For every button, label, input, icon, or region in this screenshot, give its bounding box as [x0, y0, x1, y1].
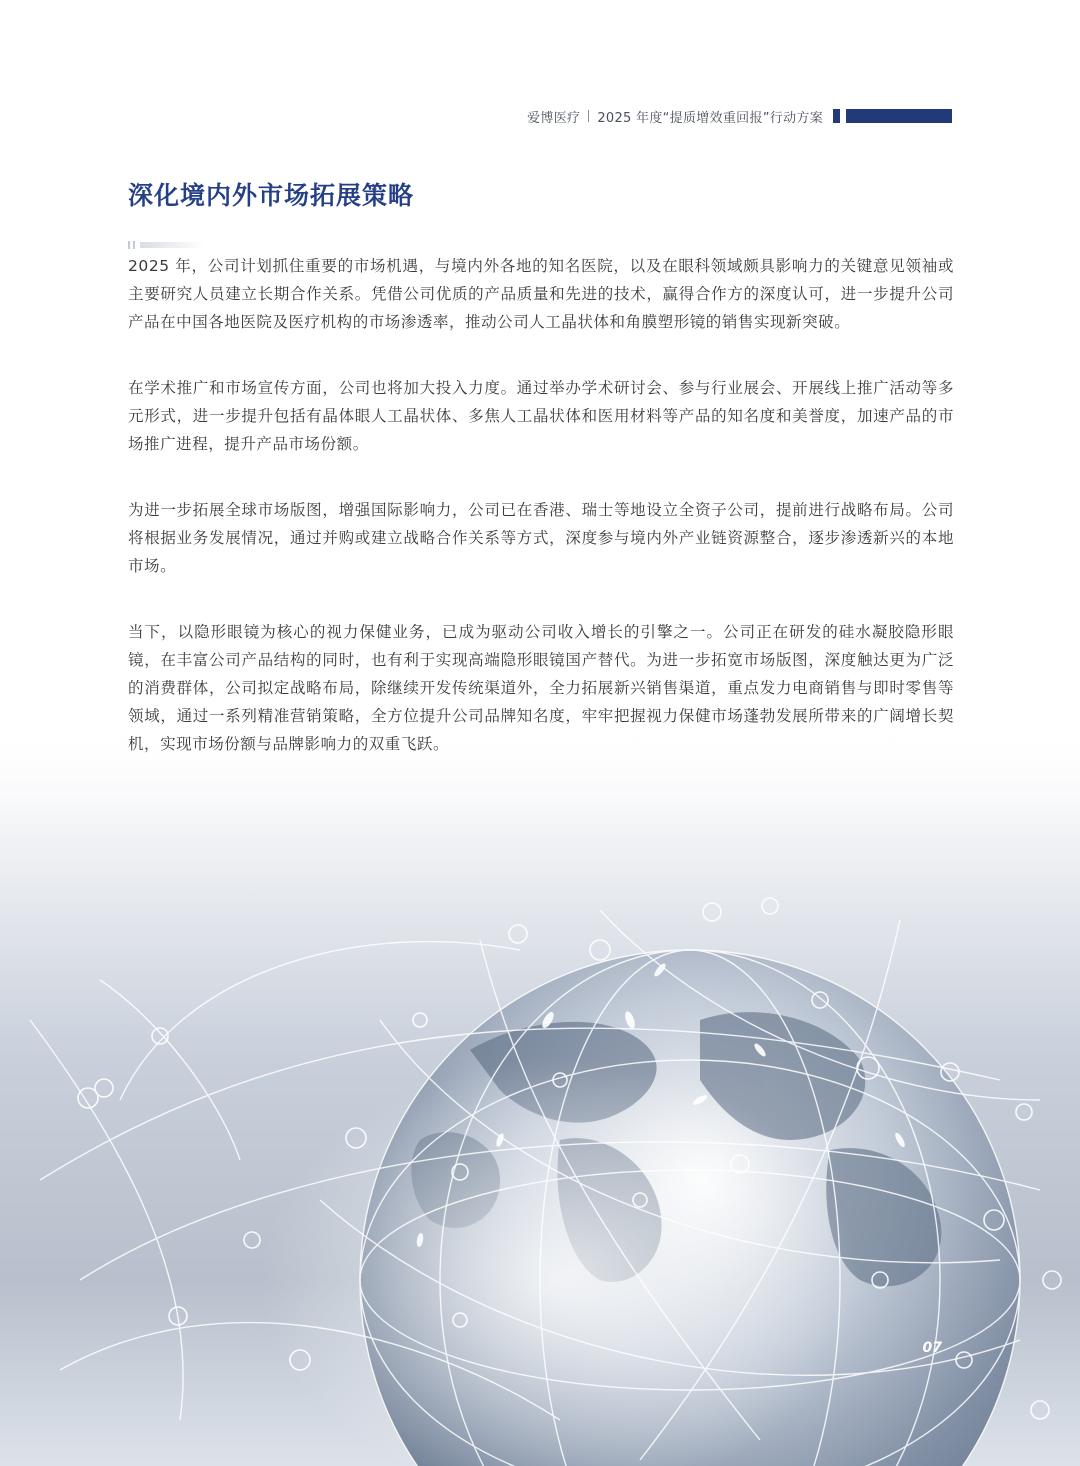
- globe-network-illustration: [0, 720, 1080, 1466]
- header-document-title: 2025 年度“提质增效重回报”行动方案: [597, 110, 823, 126]
- header-accent-bar: [846, 109, 952, 123]
- paragraph: 当下，以隐形眼镜为核心的视力保健业务，已成为驱动公司收入增长的引擎之一。公司正在研发的硅水凝胶隐形眼镜，在丰富公司产品结构的同时，也有利于实现高端隐形眼镜国产替代。为进一步拓宽市场版图，深度触达更为广泛的消费群体，公司拟定战略布局，除继续开发传统渠道外，全力拓展新兴销售渠道，重点发力电商销售与即时零售等领域，通过一系列精准营销策略，全方位提升公司品牌知名度，牢牢把握视力保健市场蓬勃发展所带来的广阔增长契机，实现市场份额与品牌影响力的双重飞跃。: [128, 623, 954, 753]
- paragraph: 2025 年，公司计划抓住重要的市场机遇，与境内外各地的知名医院，以及在眼科领域颇具影响力的关键意见领袖或主要研究人员建立长期合作关系。凭借公司优质的产品质量和先进的技术，赢得合作方的深度认可，进一步提升公司产品在中国各地医院及医疗机构的市场渗透率，推动公司人工晶状体和角膜塑形镜的销售实现新突破。: [128, 257, 954, 331]
- header-accent-block-small: [833, 109, 840, 123]
- title-decoration: [128, 241, 204, 249]
- page-number: 07: [922, 1340, 942, 1356]
- header-divider: [588, 110, 589, 122]
- paragraph: 为进一步拓展全球市场版图，增强国际影响力，公司已在香港、瑞士等地设立全资子公司，提前进行战略布局。公司将根据业务发展情况，通过并购或建立战略合作关系等方式，深度参与境内外产业链资源整合，逐步渗透新兴的本地市场。: [128, 501, 954, 575]
- paragraph: 在学术推广和市场宣传方面，公司也将加大投入力度。通过举办学术研讨会、参与行业展会、开展线上推广活动等多元形式，进一步提升包括有晶体眼人工晶状体、多焦人工晶状体和医用材料等产品的知名度和美誉度，加速产品的市场推广进程，提升产品市场份额。: [128, 379, 954, 453]
- section-title: 深化境内外市场拓展策略: [128, 181, 415, 210]
- running-header: [527, 106, 952, 126]
- body-text: [128, 252, 954, 796]
- header-company: 爱博医疗: [527, 110, 581, 126]
